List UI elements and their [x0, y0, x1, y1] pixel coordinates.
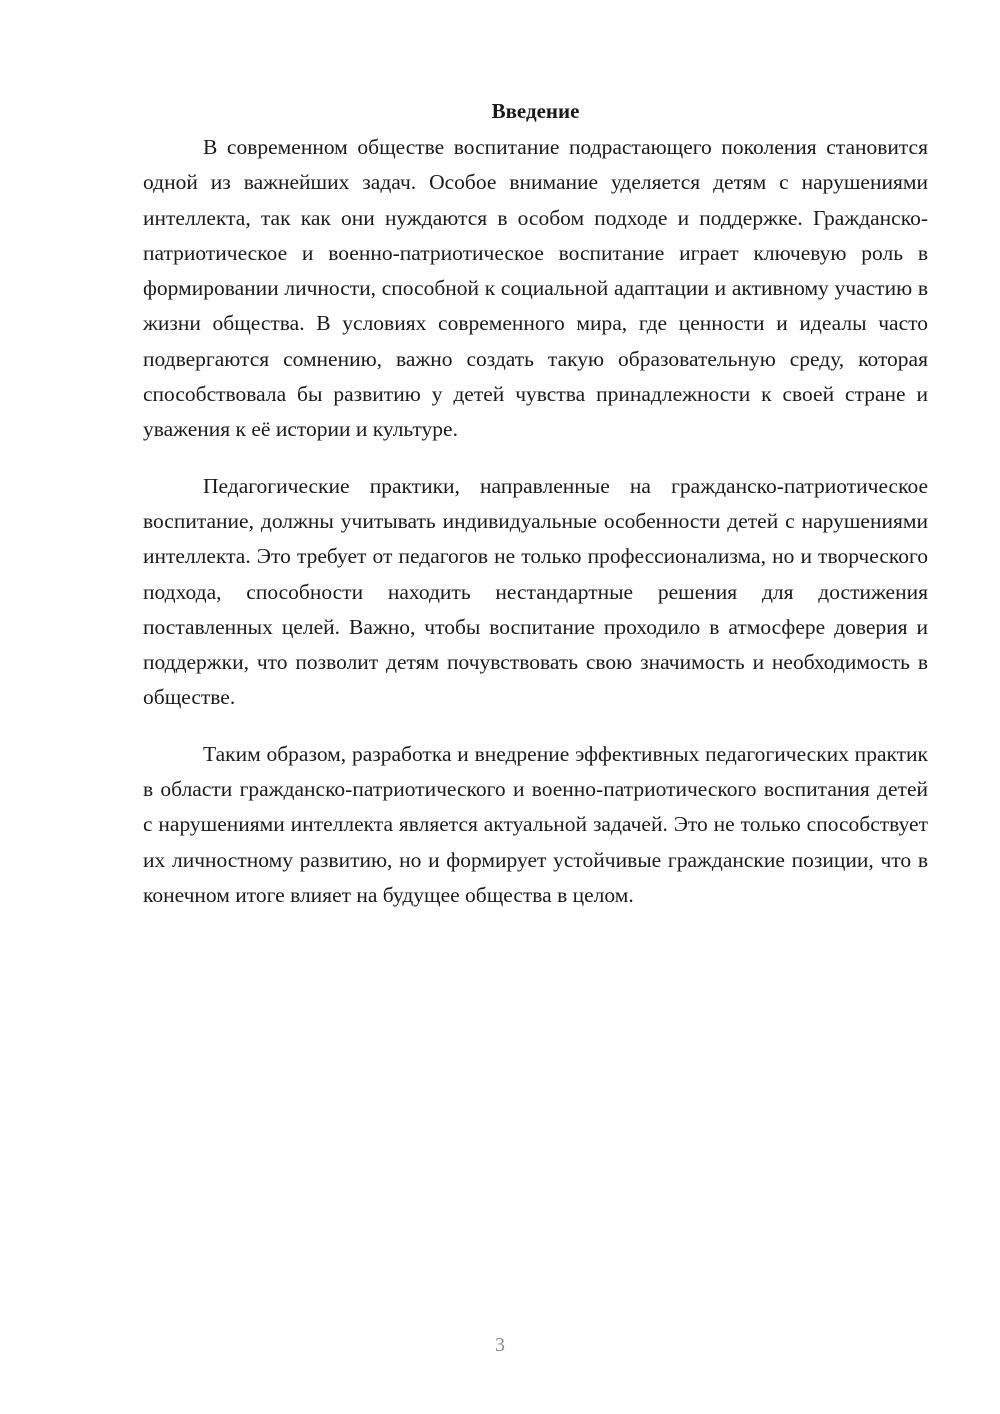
paragraph-3: Таким образом, разработка и внедрение эффективных педагогических практик в области гражданско-патриотического и военно-патриотического воспитания детей с нарушениями интеллекта является актуальной задачей. Это не только способствует их личностному развитию, но и формирует устойчивые гражданские позиции, что в конечном итоге влияет на будущее общества в целом.: [143, 741, 928, 907]
page-number: 3: [495, 1334, 505, 1356]
paragraph-1: В современном обществе воспитание подрастающего поколения становится одной из важнейших задач. Особое внимание уделяется детям с нарушениями интеллекта, так как они нуждаются в особом подходе и поддержке. Гражданско-патриотическое и военно-патриотическое воспитание играет ключевую роль в формировании личности, способной к социальной адаптации и активному участию в жизни общества. В условиях современного мира, где ценности и идеалы часто подвергаются сомнению, важно создать такую образовательную среду, которая способствовала бы развитию у детей чувства принадлежности к своей стране и уважения к её истории и культуре.: [143, 135, 928, 442]
paragraph-2: Педагогические практики, направленные на гражданско-патриотическое воспитание, должны учитывать индивидуальные особенности детей с нарушениями интеллекта. Это требует от педагогов не только профессионализма, но и творческого подхода, способности находить нестандартные решения для достижения поставленных целей. Важно, чтобы воспитание проходило в атмосфере доверия и поддержки, что позволит детям почувствовать свою значимость и необходимость в обществе.: [143, 473, 928, 710]
section-heading: Введение: [491, 99, 580, 123]
page-content: [143, 96, 928, 934]
